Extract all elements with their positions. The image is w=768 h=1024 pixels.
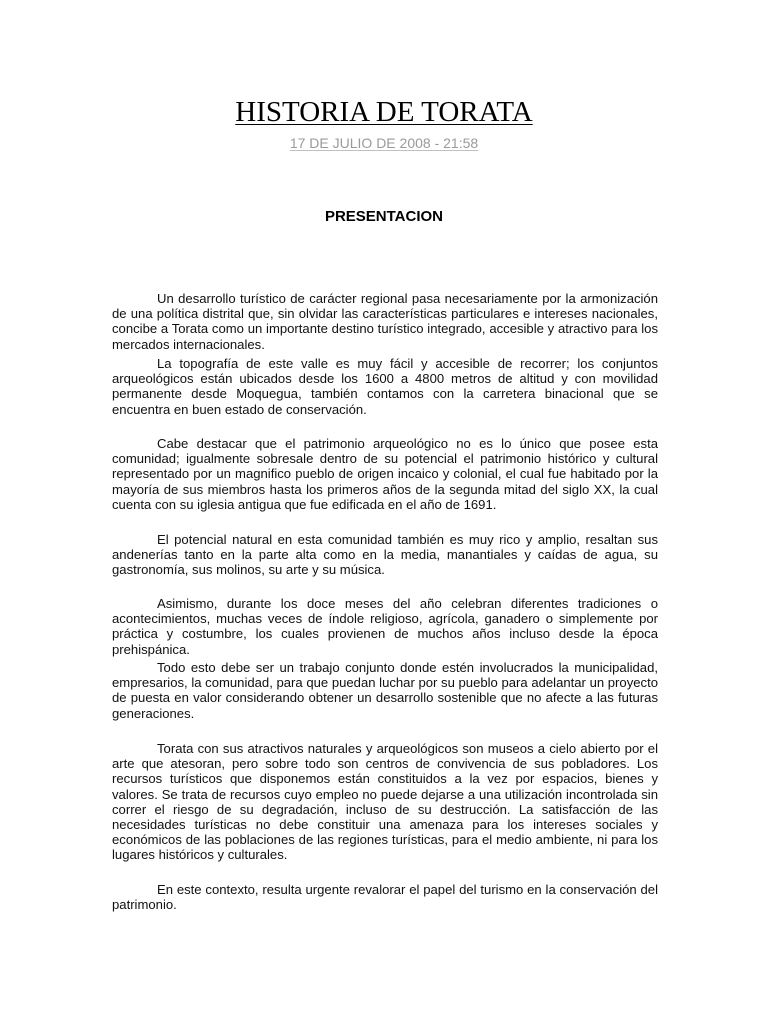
paragraph-8: En este contexto, resulta urgente revalorar el papel del turismo en la conservación del patrimonio. bbox=[112, 882, 658, 913]
publication-date: 17 DE JULIO DE 2008 - 21:58 bbox=[289, 135, 479, 151]
paragraph-2: La topografía de este valle es muy fácil y accesible de recorrer; los conjuntos arqueológicos están ubicados desde los 1600 a 4800 metros de altitud y con movilidad permanente desde Moquegua, también contamos con la carretera binacional que se encuentra en buen estado de conservación. bbox=[112, 356, 658, 417]
paragraph-5: Asimismo, durante los doce meses del año celebran diferentes tradiciones o acontecimientos, muchas veces de índole religioso, agrícola, ganadero o simplemente por práctica y costumbre, los cuales provienen de muchos años incluso desde la época prehispánica. bbox=[112, 596, 658, 657]
paragraph-4: El potencial natural en esta comunidad también es muy rico y amplio, resaltan sus andenerías tanto en la parte alta como en la media, manantiales y caídas de agua, su gastronomía, sus molinos, su arte y su música. bbox=[112, 532, 658, 578]
paragraph-6: Todo esto debe ser un trabajo conjunto donde estén involucrados la municipalidad, empresarios, la comunidad, para que puedan luchar por su pueblo para adelantar un proyecto de puesta en valor considerando obtener un desarrollo sostenible que no afecte a las futuras generaciones. bbox=[112, 660, 658, 721]
paragraph-7: Torata con sus atractivos naturales y arqueológicos son museos a cielo abierto por el arte que atesoran, pero sobre todo son centros de convivencia de sus pobladores. Los recursos turísticos que disponemos están constituidos a la vez por espacios, bienes y valores. Se trata de recursos cuyo empleo no puede dejarse a una utilización incontrolada sin correr el riesgo de su degradación, incluso de su destrucción. La satisfacción de las necesidades turísticas no debe constituir una amenaza para los intereses sociales y económicos de las poblaciones de las regiones turísticas, para el medio ambiente, ni para los lugares históricos y culturales. bbox=[112, 741, 658, 863]
document-title: HISTORIA DE TORATA bbox=[235, 96, 533, 128]
section-heading: PRESENTACION bbox=[324, 208, 444, 225]
paragraph-3: Cabe destacar que el patrimonio arqueológico no es lo único que posee esta comunidad; igualmente sobresale dentro de su potencial el patrimonio histórico y cultural representado por un magnifico pueblo de origen incaico y colonial, el cual fue habitado por la mayoría de sus miembros hasta los primeros años de la segunda mitad del siglo XX, la cual cuenta con su iglesia antigua que fue edificada en el año de 1691. bbox=[112, 436, 658, 512]
paragraph-1: Un desarrollo turístico de carácter regional pasa necesariamente por la armonización de una política distrital que, sin olvidar las características particulares e intereses nacionales, concibe a Torata como un importante destino turístico integrado, accesible y atractivo para los mercados internacionales. bbox=[112, 291, 658, 352]
